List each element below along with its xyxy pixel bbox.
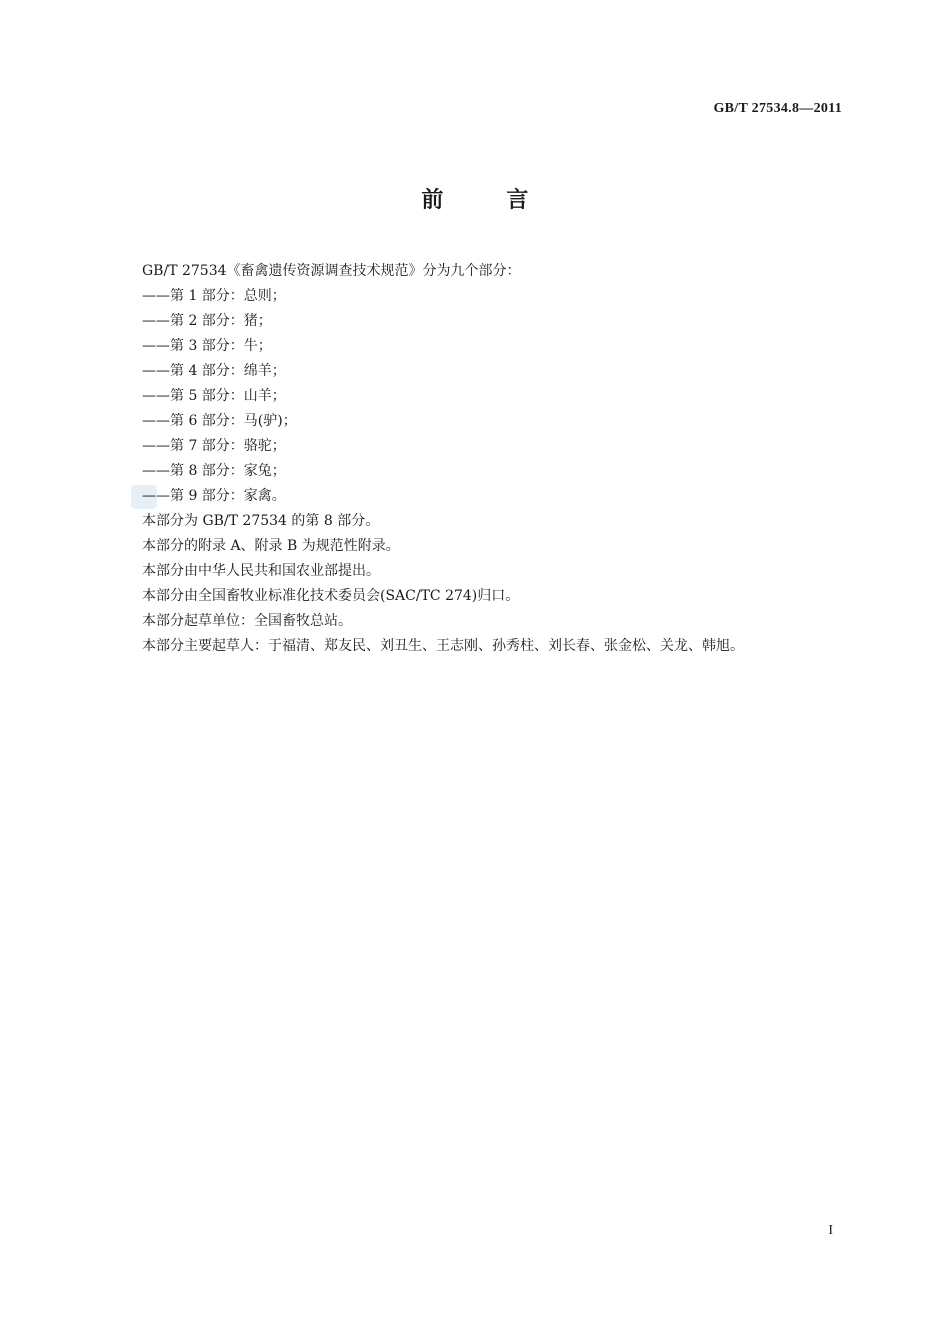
part-item: ——第 9 部分：家禽。 xyxy=(142,488,286,504)
part-item: ——第 7 部分：骆驼； xyxy=(142,438,286,454)
part-item: ——第 4 部分：绵羊； xyxy=(142,363,286,379)
part-item: ——第 5 部分：山羊； xyxy=(142,388,286,404)
part-item: ——第 6 部分：马(驴)； xyxy=(142,413,297,429)
part-item: ——第 1 部分：总则； xyxy=(142,288,286,304)
part-item: ——第 8 部分：家兔； xyxy=(142,463,286,479)
paragraph: 本部分的附录 A、附录 B 为规范性附录。 xyxy=(142,538,400,554)
paragraph: 本部分为 GB/T 27534 的第 8 部分。 xyxy=(142,513,380,529)
paragraph: 本部分主要起草人：于福清、郑友民、刘丑生、王志刚、孙秀柱、刘长春、张金松、关龙、韩旭。 xyxy=(142,638,744,654)
paragraph: 本部分由全国畜牧业标准化技术委员会(SAC/TC 274)归口。 xyxy=(142,588,520,604)
paragraph: 本部分由中华人民共和国农业部提出。 xyxy=(142,563,380,579)
standard-number: GB/T 27534.8—2011 xyxy=(713,101,842,116)
paragraph: 本部分起草单位：全国畜牧总站。 xyxy=(142,613,352,629)
foreword-body xyxy=(142,259,842,659)
intro-line: GB/T 27534《畜禽遗传资源调查技术规范》分为九个部分： xyxy=(142,263,521,279)
page-title: 前 言 xyxy=(421,188,529,213)
page-number: I xyxy=(828,1223,833,1238)
part-item: ——第 3 部分：牛； xyxy=(142,338,272,354)
part-item: ——第 2 部分：猪； xyxy=(142,313,272,329)
